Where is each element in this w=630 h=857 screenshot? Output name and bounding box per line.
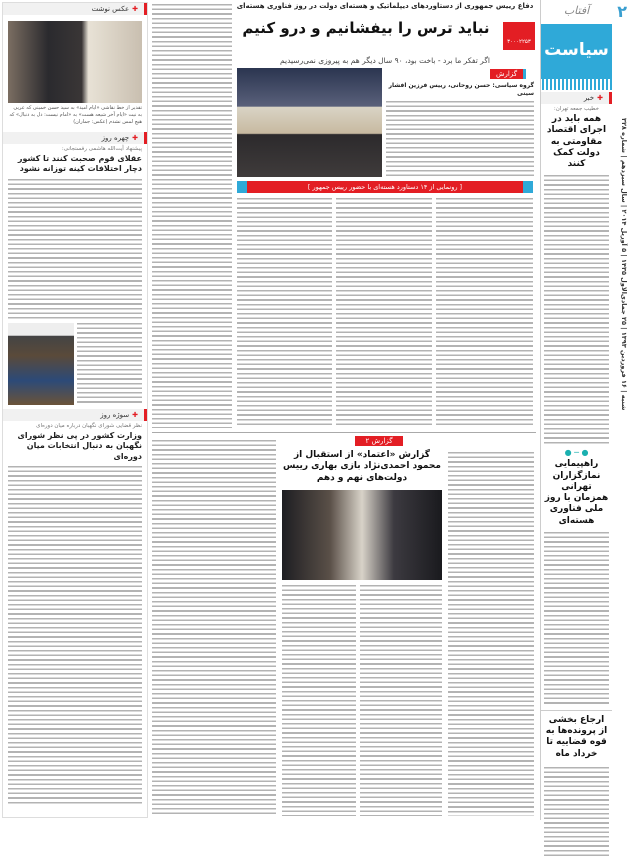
main-kicker: دفاع رییس جمهوری از دستاوردهای دیپلماتیک و هسته‌ای دولت در روز فناوری هسته‌ای: [236, 2, 534, 10]
report2-headline[interactable]: گزارش «اعتماد» از استقبال از محمود احمدی‌نژاد بازی بهاری رییس دولت‌های نهم و دهم: [283, 450, 441, 483]
sidebar: [540, 0, 612, 820]
topic-body: [8, 466, 142, 806]
report2-photo: [282, 490, 442, 580]
topic-section-label: ✚سوژه روز: [3, 409, 147, 421]
story2-body: [544, 532, 609, 707]
main-body-col1: [436, 198, 533, 426]
caption-bar: [ رونمایی از ۱۴ دستاورد هسته‌ای با حضور رییس جمهور ]: [237, 181, 533, 193]
face-portrait-row: [8, 323, 142, 405]
plus-icon: ✚: [597, 94, 603, 102]
report-lead: گروه سیاسی: حسن روحانی، رییس فرزین افشار سینی: [388, 82, 534, 97]
story3-body: [544, 767, 609, 857]
story1-headline[interactable]: همه باید در اجرای اقتصاد مقاومتی به دولت کمک کنند: [546, 114, 607, 169]
topic-headline[interactable]: وزارت کشور در پی نظر شورای نگهبان به دنبال انتخابات میان دوره‌ای: [17, 430, 142, 461]
story1-body: [544, 175, 609, 445]
photo-section-label: ✚عکس نوشت: [3, 3, 147, 15]
news-label: ✚خبر: [541, 92, 612, 104]
plus-icon: ✚: [132, 5, 138, 13]
report2-label: گزارش ۲: [355, 436, 403, 446]
main-body-col3: [237, 198, 332, 426]
left-photo: [8, 21, 142, 103]
face-section-label: ✚چهره روز: [3, 132, 147, 144]
face-source: پیشنهاد آیت‌الله هاشمی رفسنجانی:: [61, 146, 142, 152]
face-headline[interactable]: عقلای قوم صحبت کنند تا کشور دچار اختلافات کینه توزانه نشود: [17, 154, 142, 174]
badge-stamp: ۳۰۰۰۲۲۵۳: [503, 22, 535, 50]
topic-source: نظر قضایی شورای نگهبان درباره میان دوره‌ای: [36, 422, 142, 429]
report2-col4: [152, 440, 276, 816]
decor-stripes: [541, 76, 612, 90]
dots-divider: ● ─ ●: [564, 448, 589, 458]
report2-col3: [282, 585, 356, 816]
story3-headline[interactable]: ارجاع بخشی از پرونده‌ها به قوه قضاییه تا خرداد ماه: [541, 710, 612, 764]
date-strip: شنبه | ۱۶ فروردین ۱۳۹۳ | ۲۵ جمادی‌الاول ۱۴۳۵ | ۵ آوریل ۲۰۱۴ | سال سیزدهم | شماره ۳۲۸: [620, 117, 628, 410]
face-body: [8, 179, 142, 319]
report2-col2: [360, 585, 442, 816]
page-number: ۲: [617, 2, 627, 21]
left-column: [2, 2, 148, 818]
story2-headline[interactable]: راهپیمایی نمازگزاران تهرانی همزمان با روز ملی فناوری هسته‌ای: [544, 459, 609, 526]
logo: آفتاب: [563, 4, 590, 17]
face-body-2: [77, 323, 142, 405]
report2-col1: [448, 452, 534, 816]
main-photo: [237, 68, 382, 177]
section-title: سیاست: [541, 24, 612, 76]
continued-col-top: [152, 4, 232, 428]
photo-caption: تقدیر از خط نقاشی «ایام امید» به سید حسن خمینی که عربی به نیت «ایام آخر شیعه هست» به «امام نیست: دل به دنبال» که هیچ لمس نشدم (عکس: جماران): [9, 105, 142, 125]
story1-source: خطیب جمعه تهران:: [553, 106, 600, 112]
plus-icon: ✚: [132, 410, 138, 419]
face-portrait: [8, 323, 74, 405]
report-label: گزارش: [490, 69, 526, 79]
main-headline[interactable]: نباید ترس را بیفشانیم و درو کنیم: [242, 19, 490, 37]
plus-icon: ✚: [132, 134, 138, 142]
report-body: [386, 101, 534, 176]
main-body-col2: [336, 198, 432, 426]
main-subhead: اگر تفکر ما برد - باخت بود، ۹۰ سال دیگر هم به پیروزی نمی‌رسیدیم: [280, 56, 490, 65]
